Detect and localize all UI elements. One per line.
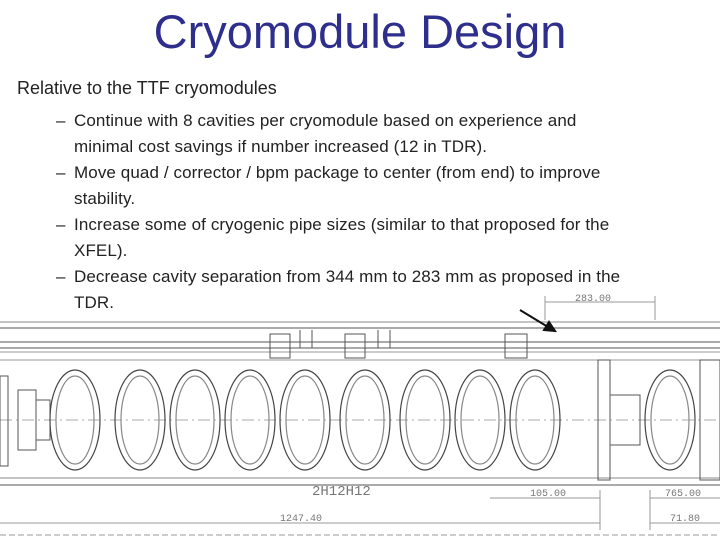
bullet-dash: – <box>56 267 66 286</box>
dim-right-mid-label: 765.00 <box>665 489 702 500</box>
cryomodule-drawing <box>0 290 720 540</box>
center-label: 2H12H12 <box>312 484 371 500</box>
bullet-text-line2: TDR. <box>74 293 115 312</box>
bullet-text-line2: stability. <box>74 189 136 208</box>
dim-top-label: 283.00 <box>575 294 612 305</box>
dim-right-bottom-label: 71.80 <box>670 514 701 525</box>
bullet-dash: – <box>56 163 66 182</box>
bullet-dash: – <box>56 215 66 234</box>
bullet-text-line2: minimal cost savings if number increased (12 in TDR). <box>74 137 488 156</box>
bullet-text-line1: Increase some of cryogenic pipe sizes (similar to that proposed for the <box>74 215 610 234</box>
dim-mid-bottom-label: 105.00 <box>530 489 567 500</box>
slide-title: Cryomodule Design <box>153 5 567 58</box>
dim-left-bottom-label: 1247.40 <box>280 514 323 525</box>
bullet-text-line2: XFEL). <box>74 241 128 260</box>
bullet-dash: – <box>56 111 66 130</box>
intro-text: Relative to the TTF cryomodules <box>17 78 277 98</box>
bullet-text-line1: Continue with 8 cavities per cryomodule based on experience and <box>74 111 577 130</box>
bullet-text-line1: Move quad / corrector / bpm package to center (from end) to improve <box>74 163 601 182</box>
bullet-text-line1: Decrease cavity separation from 344 mm to 283 mm as proposed in the <box>74 267 621 286</box>
